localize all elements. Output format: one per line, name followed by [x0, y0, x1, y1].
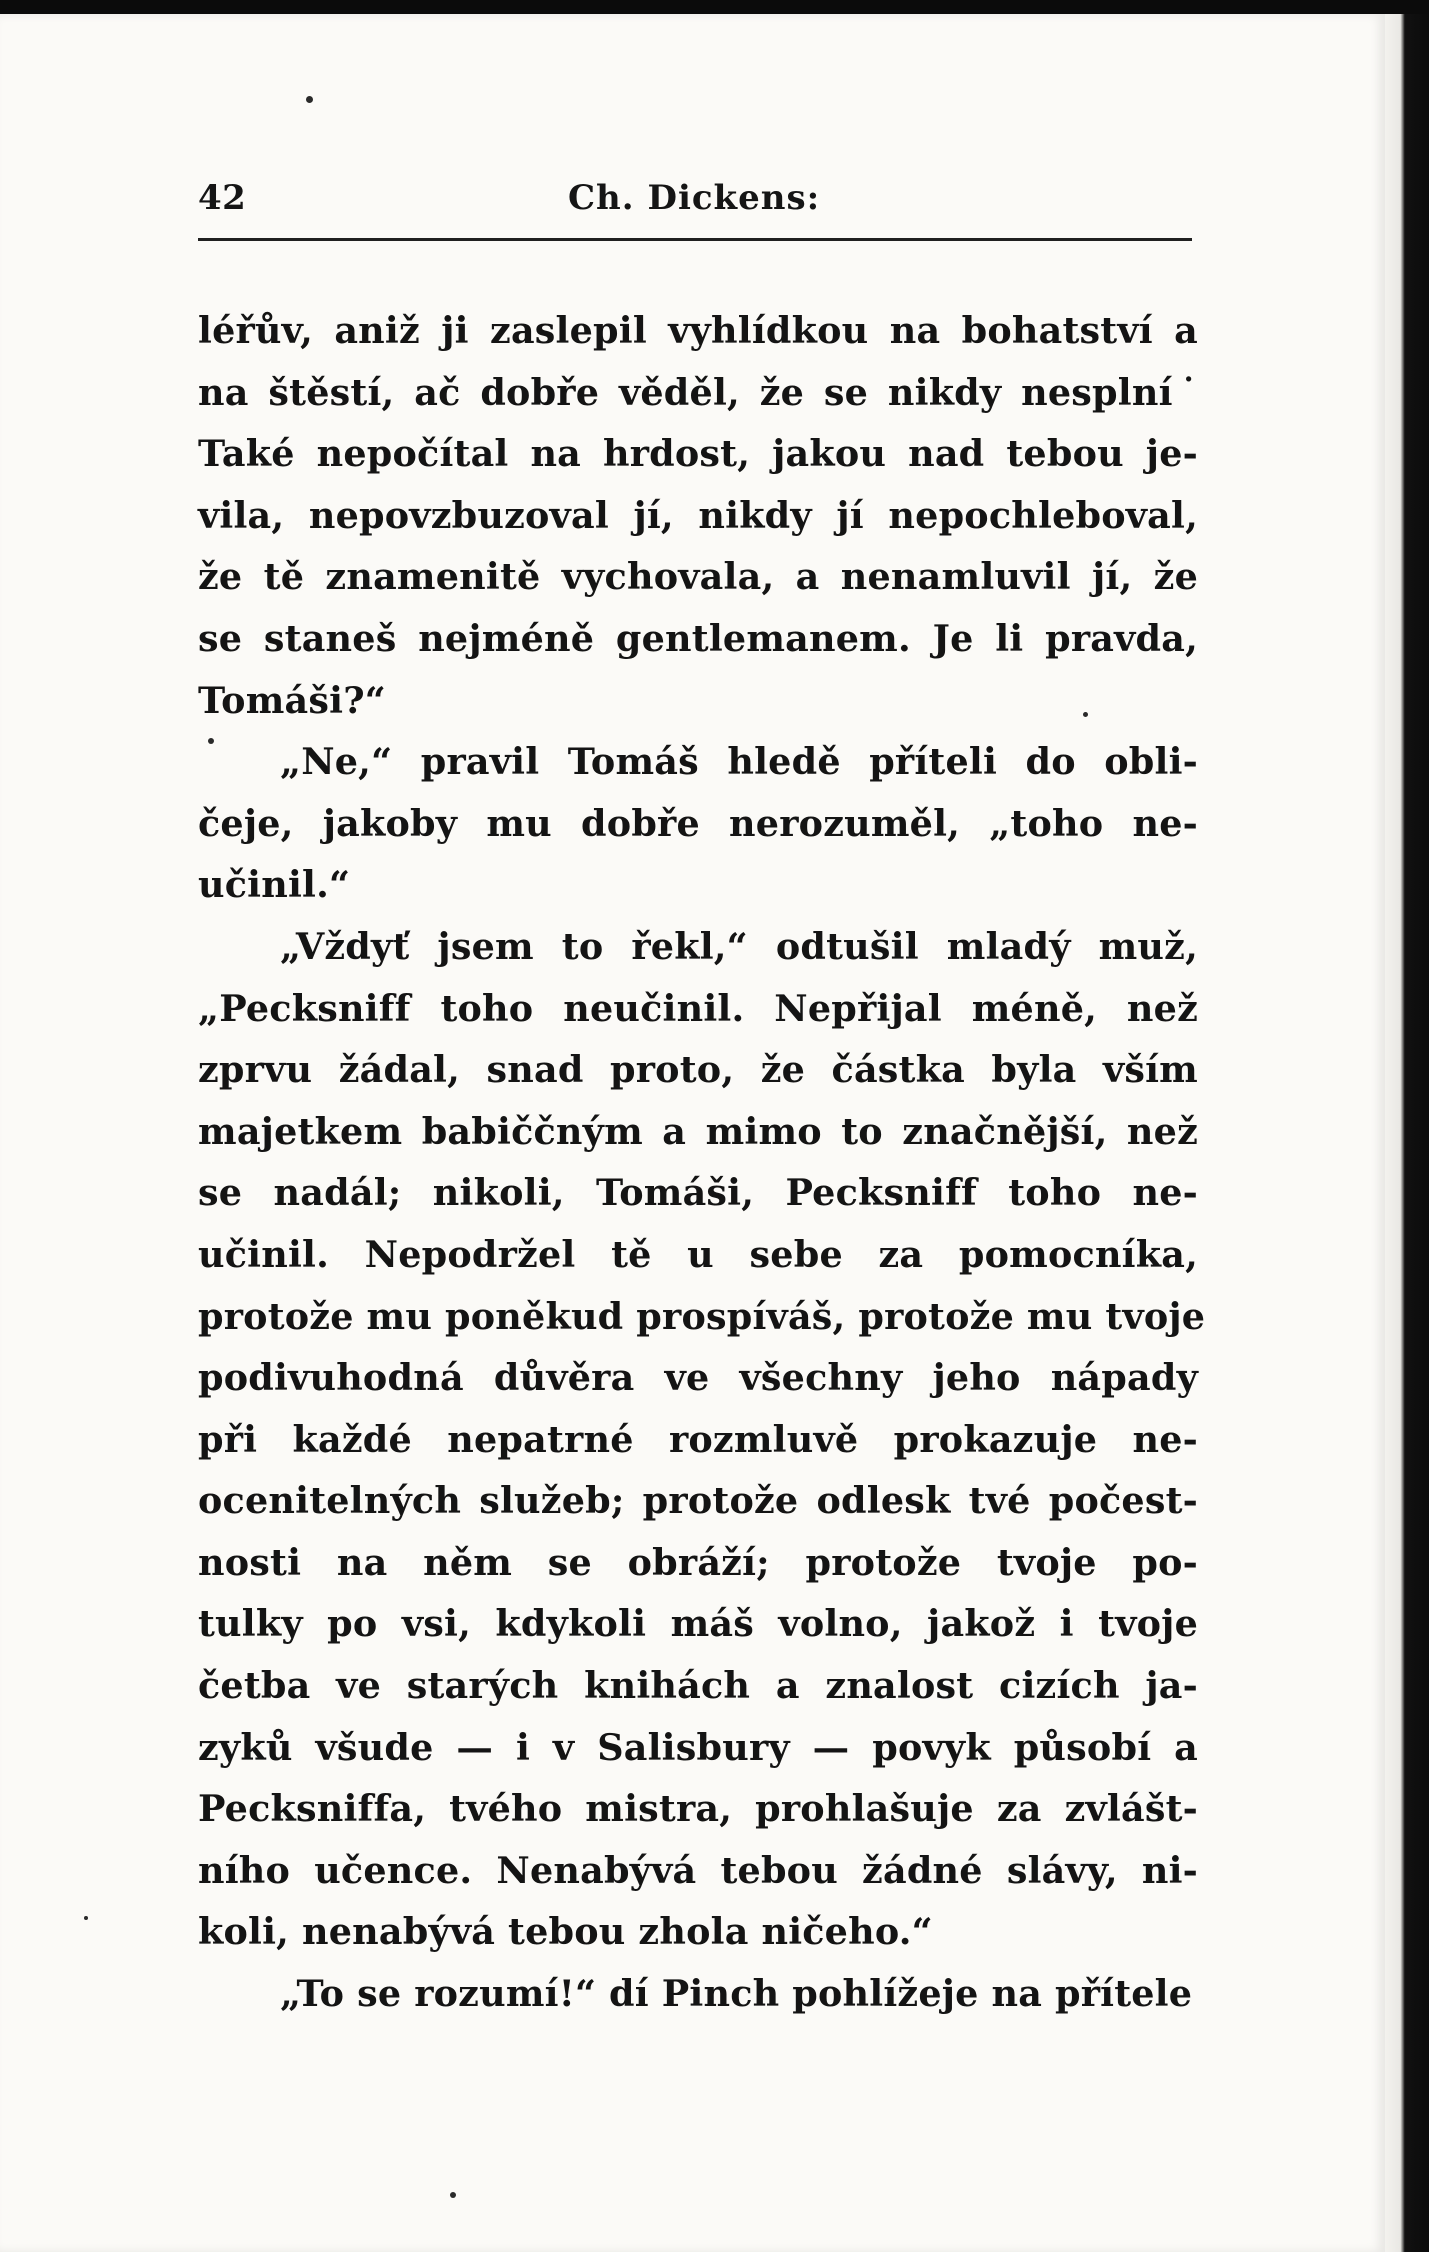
scan-top-edge: [0, 0, 1429, 14]
text-line: na štěstí, ač dobře věděl, že se nikdy nesplní˙: [198, 370, 1198, 414]
text-line: podivuhodná důvěra ve všechny jeho nápady: [198, 1356, 1198, 1400]
text-line: četba ve starých knihách a znalost cizích ja-: [198, 1664, 1198, 1708]
text-line: zyků všude — i v Salisbury — povyk působí a: [198, 1725, 1198, 1769]
text-line: se staneš nejméně gentlemanem. Je li pravda,: [198, 616, 1198, 660]
scan-speck: [306, 96, 313, 103]
text-line: Tomáši?“: [198, 678, 386, 722]
text-line: Také nepočítal na hrdost, jakou nad tebou je-: [198, 432, 1198, 476]
text-line: že tě znamenitě vychovala, a nenamluvil jí, že: [198, 555, 1198, 599]
scan-speck: [208, 738, 214, 744]
text-line: „Pecksniff toho neučinil. Nepřijal méně, než: [198, 986, 1198, 1030]
text-line: čeje, jakoby mu dobře nerozuměl, „toho ne-: [198, 801, 1198, 845]
text-line: „Ne,“ pravil Tomáš hledě příteli do obli-: [280, 740, 1198, 784]
text-line: nosti na něm se obráží; protože tvoje po-: [198, 1540, 1198, 1584]
text-line: ního učence. Nenabývá tebou žádné slávy, ni-: [198, 1848, 1198, 1892]
text-line: „To se rozumí!“ dí Pinch pohlížeje na přítele: [280, 1972, 1193, 2016]
text-line: koli, nenabývá tebou zhola ničeho.“: [198, 1910, 933, 1954]
header-rule: [198, 238, 1192, 241]
text-line: vila, nepovzbuzoval jí, nikdy jí nepochleboval,: [198, 493, 1198, 537]
text-line: učinil. Nepodržel tě u sebe za pomocníka,: [198, 1232, 1198, 1276]
text-line: učinil.“: [198, 863, 351, 907]
page-number: 42: [198, 178, 247, 218]
text-line: při každé nepatrné rozmluvě prokazuje ne-: [198, 1417, 1198, 1461]
scan-speck: [1083, 712, 1088, 717]
running-head: Ch. Dickens:: [568, 178, 821, 218]
scan-speck: [450, 2192, 456, 2198]
text-line: ocenitelných služeb; protože odlesk tvé počest-: [198, 1479, 1198, 1523]
text-line: se nadál; nikoli, Tomáši, Pecksniff toho ne-: [198, 1171, 1198, 1215]
text-line: tulky po vsi, kdykoli máš volno, jakož i tvoje: [198, 1602, 1198, 1646]
scan-speck: [84, 1916, 88, 1920]
text-line: „Vždyť jsem to řekl,“ odtušil mladý muž,: [280, 924, 1198, 968]
page-header: [198, 178, 1192, 238]
text-line: majetkem babiččným a mimo to značnější, než: [198, 1109, 1198, 1153]
text-line: protože mu poněkud prospíváš, protože mu tvoje: [198, 1294, 1206, 1338]
text-line: zprvu žádal, snad proto, že částka byla vším: [198, 1048, 1198, 1092]
text-line: Pecksniffa, tvého mistra, prohlašuje za zvlášt-: [198, 1787, 1198, 1831]
page-right-edge: [1385, 14, 1429, 2252]
text-line: léřův, aniž ji zaslepil vyhlídkou na bohatství a: [198, 309, 1198, 352]
body-text: [198, 300, 1206, 2025]
